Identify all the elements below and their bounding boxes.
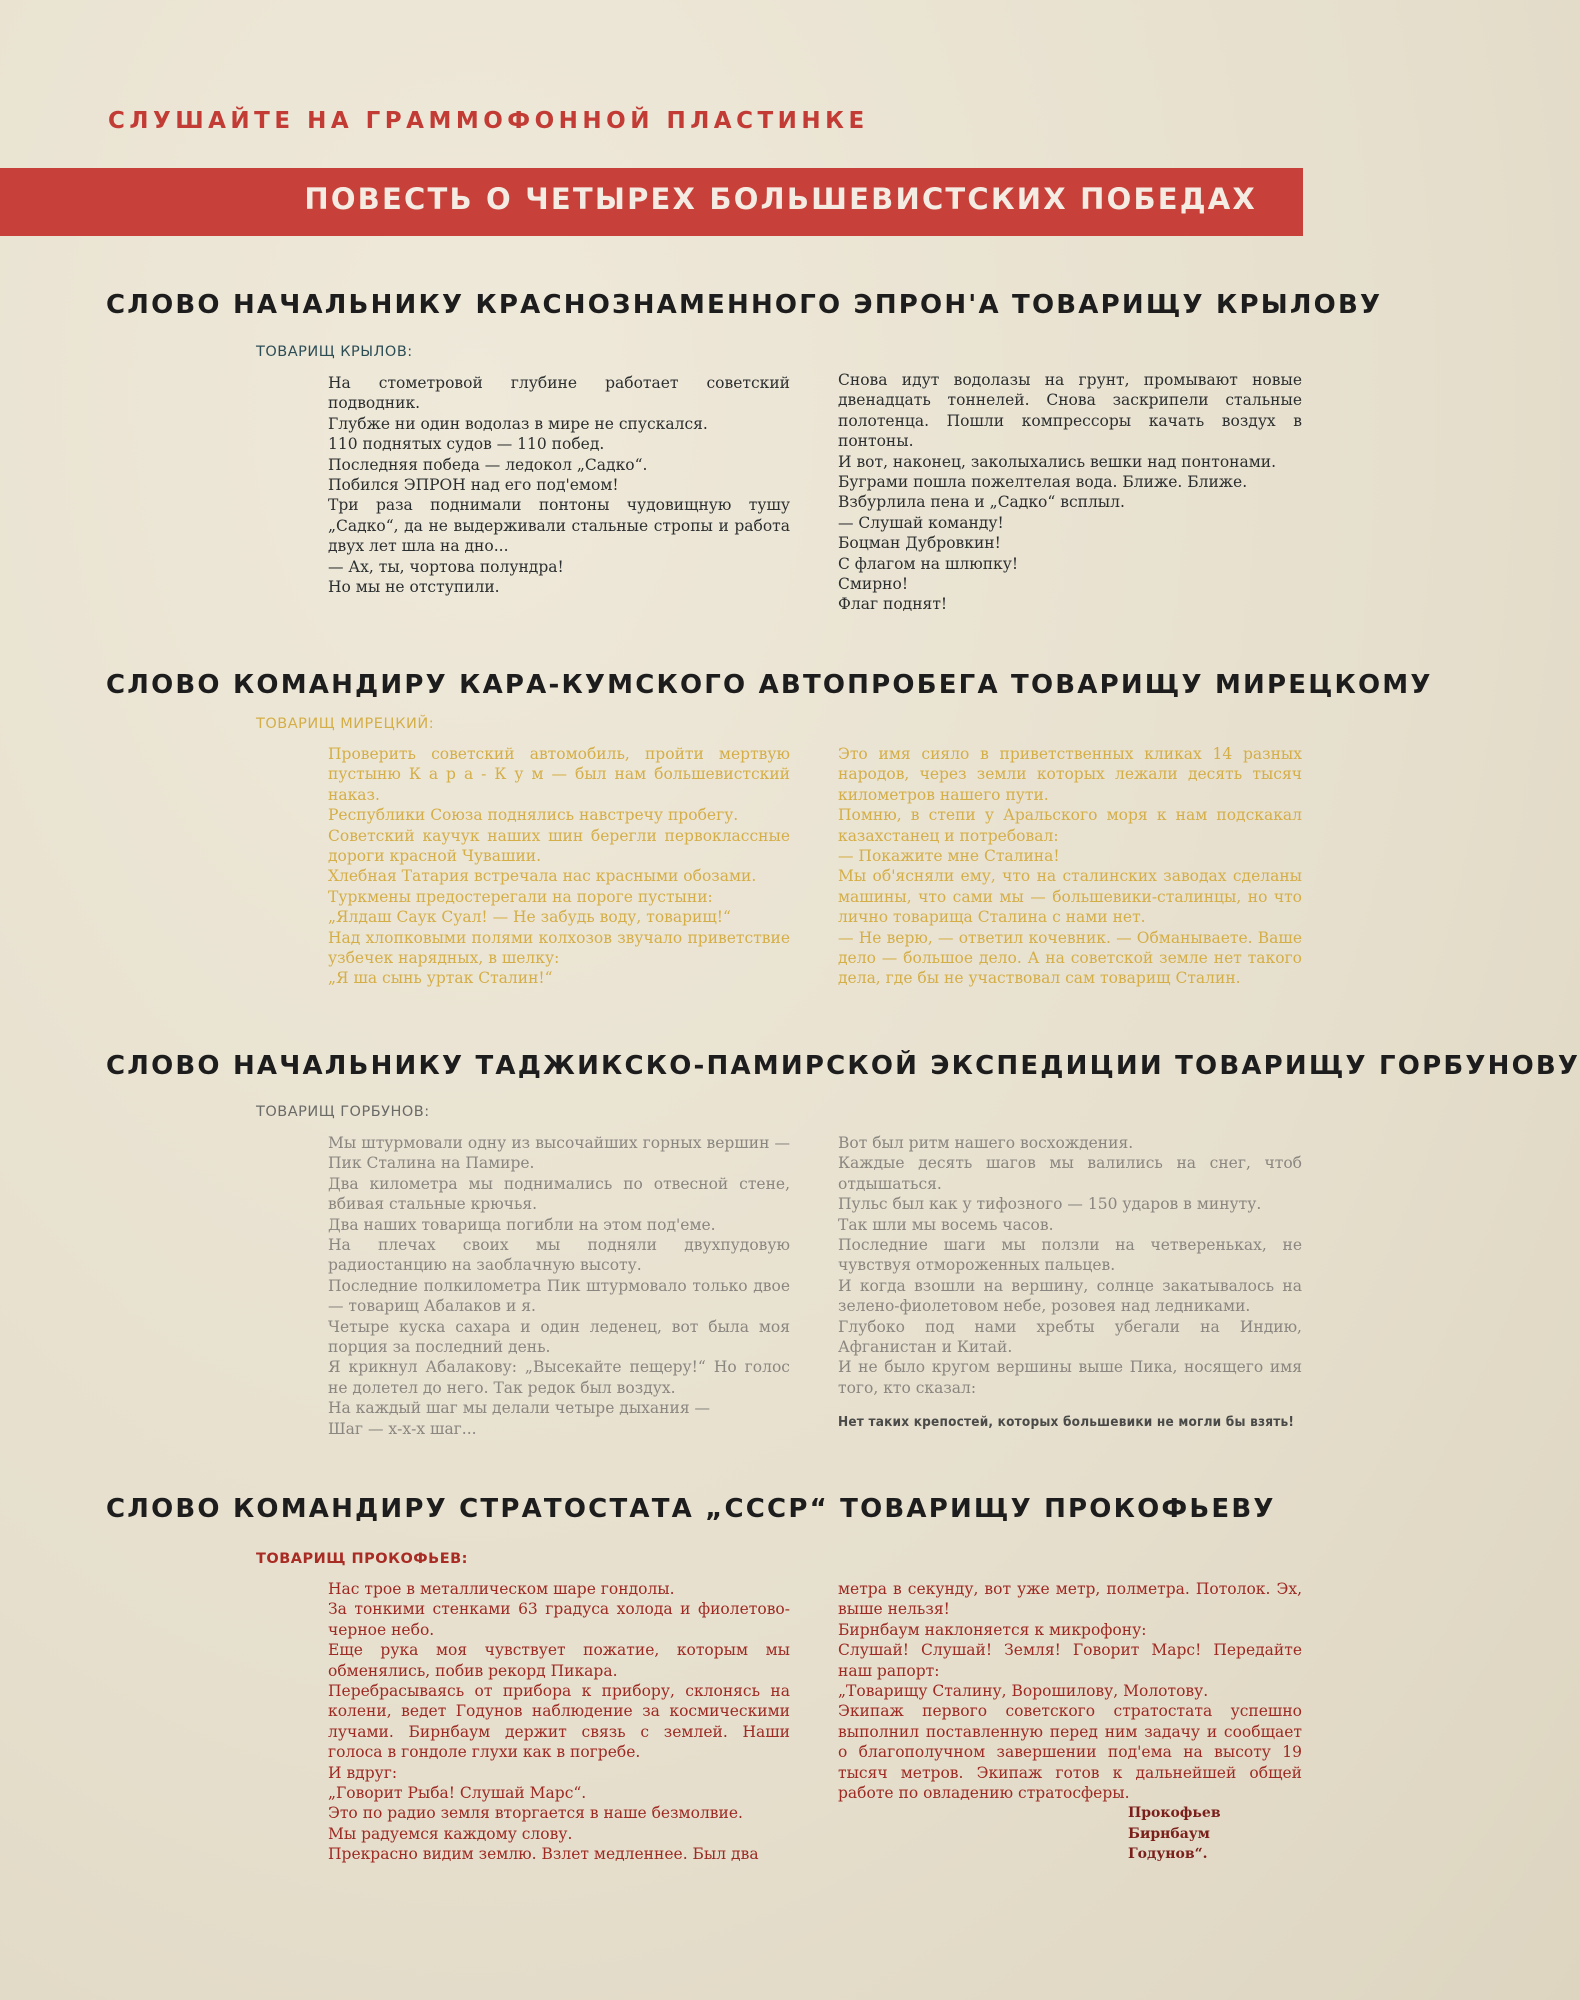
paragraph: 110 поднятых судов — 110 побед. bbox=[328, 435, 605, 454]
text-column-right bbox=[838, 370, 1302, 615]
paragraph: „Ялдаш Саук Суал! — Не забудь воду, товарищ!“ bbox=[328, 908, 731, 927]
paragraph: Это по радио земля вторгается в наше безмолвие. bbox=[328, 1804, 743, 1823]
speaker-label: ТОВАРИЩ ПРОКОФЬЕВ: bbox=[256, 1551, 468, 1567]
paragraph: Мы об'ясняли ему, что на сталинских заводах сделаны машины, что сами мы — большевики-сталинцы, но что лично товарища Сталина с нами нет. bbox=[838, 867, 1302, 927]
paragraph: Шаг — х-х-х шаг... bbox=[328, 1419, 477, 1438]
paragraph: На плечах своих мы подняли двухпудовую радиостанцию на заоблачную высоту. bbox=[328, 1236, 790, 1275]
text-column-left bbox=[328, 744, 790, 989]
text-column-right bbox=[838, 1579, 1302, 1865]
paragraph: „Я ша сынь уртак Сталин!“ bbox=[328, 969, 553, 988]
paragraph: И вот, наконец, заколыхались вешки над понтонами. bbox=[838, 452, 1277, 471]
paragraph: За тонкими стенками 63 градуса холода и фиолетово-черное небо. bbox=[328, 1600, 790, 1639]
paragraph: И вдруг: bbox=[328, 1763, 398, 1782]
text-column-left bbox=[328, 373, 790, 597]
paragraph: Последние шаги мы ползли на четвереньках, не чувствуя отмороженных пальцев. bbox=[838, 1236, 1302, 1275]
paragraph: Боцман Дубровкин! bbox=[838, 534, 1001, 553]
signature-name: Бирнбаум bbox=[1128, 1825, 1210, 1842]
paragraph: — Не верю, — ответил кочевник. — Обманываете. Ваше дело — большое дело. А на советской земле нет такого дела, где бы не участвовал сам товарищ Сталин. bbox=[838, 928, 1302, 988]
record-kicker: СЛУШАЙТЕ НА ГРАММОФОННОЙ ПЛАСТИНКЕ bbox=[108, 108, 869, 134]
paragraph: Мы штурмовали одну из высочайших горных вершин — Пик Сталина на Памире. bbox=[328, 1134, 790, 1173]
paragraph: Четыре куска сахара и один леденец, вот была моя порция за последний день. bbox=[328, 1317, 790, 1357]
paragraph: — Покажите мне Сталина! bbox=[838, 847, 1060, 866]
speaker-label: ТОВАРИЩ ГОРБУНОВ: bbox=[256, 1104, 430, 1120]
paragraph: И когда взошли на вершину, солнце закатывалось на зелено-фиолетовом небе, розовея над ледниками. bbox=[838, 1276, 1302, 1316]
paragraph: Снова идут водолазы на грунт, промывают новые двенадцать тоннелей. Снова заскрипели стальные полотенца. Пошли компрессоры качать воздух в понтоны. bbox=[838, 371, 1302, 451]
paragraph: Пульс был как у тифозного — 150 ударов в минуту. bbox=[838, 1195, 1262, 1214]
paragraph: — Ах, ты, чортова полундра! bbox=[328, 557, 564, 576]
paragraph: Два километра мы поднимались по отвесной стене, вбивая стальные крючья. bbox=[328, 1174, 790, 1214]
paragraph: Но мы не отступили. bbox=[328, 578, 500, 597]
paragraph: Слушай! Слушай! Земля! Говорит Марс! Передайте наш рапорт: bbox=[838, 1641, 1302, 1680]
paragraph: Перебрасываясь от прибора к прибору, склонясь на колени, ведет Годунов наблюдение за космическими лучами. Бирнбаум держит связь с землей. Наши голоса в гондоле глухи как в погребе. bbox=[328, 1682, 790, 1762]
paragraph: Каждые десять шагов мы валились на снег, чтоб отдышаться. bbox=[838, 1154, 1302, 1193]
signature-name: Прокофьев bbox=[1128, 1805, 1221, 1822]
paragraph: Я крикнул Абалакову: „Высекайте пещеру!“ Но голос не долетел до него. Так редок был воздух. bbox=[328, 1358, 790, 1397]
paragraph: — Слушай команду! bbox=[838, 513, 1004, 532]
paragraph: Буграми пошла пожелтелая вода. Ближе. Ближе. bbox=[838, 473, 1248, 492]
paragraph: Экипаж первого советского стратостата успешно выполнил поставленную перед ним задачу и сообщает о благополучном завершении под'ема на высоту 19 тысяч метров. Экипаж готов к дальнейшей общей работе по овладению стратосферы. bbox=[838, 1702, 1302, 1803]
closing-quote: Нет таких крепостей, которых большевики не могли бы взять! bbox=[838, 1414, 1295, 1431]
signature-name: Годунов“. bbox=[1128, 1846, 1208, 1863]
section-title: СЛОВО НАЧАЛЬНИКУ ТАДЖИКСКО-ПАМИРСКОЙ ЭКСПЕДИЦИИ ТОВАРИЩУ ГОРБУНОВУ bbox=[106, 1051, 1580, 1081]
paragraph: Вот был ритм нашего восхождения. bbox=[838, 1134, 1134, 1152]
paragraph: Советский каучук наших шин берегли первоклассные дороги красной Чувашии. bbox=[328, 826, 790, 866]
speaker-label: ТОВАРИЩ МИРЕЦКИЙ: bbox=[256, 716, 435, 732]
paragraph: Бирнбаум наклоняется к микрофону: bbox=[838, 1620, 1147, 1639]
paragraph: Глубоко под нами хребты убегали на Индию, Афганистан и Китай. bbox=[838, 1317, 1302, 1357]
paragraph: Мы радуемся каждому слову. bbox=[328, 1824, 573, 1843]
text-column-right bbox=[838, 1133, 1302, 1433]
paragraph: Прекрасно видим землю. Взлет медленнее. Был два bbox=[328, 1845, 759, 1864]
paragraph: Так шли мы восемь часов. bbox=[838, 1215, 1054, 1234]
page-title: ПОВЕСТЬ О ЧЕТЫРЕХ БОЛЬШЕВИСТСКИХ ПОБЕДАХ bbox=[304, 182, 1257, 216]
paragraph: И не было кругом вершины выше Пика, носящего имя того, кто сказал: bbox=[838, 1358, 1302, 1397]
paragraph: Еще рука моя чувствует пожатие, которым мы обменялись, побив рекорд Пикара. bbox=[328, 1641, 790, 1680]
paragraph: Последняя победа — ледокол „Садко“. bbox=[328, 455, 648, 474]
paragraph: Три раза поднимали понтоны чудовищную тушу „Садко“, да не выдерживали стальные стропы и работа двух лет шла на дно... bbox=[328, 496, 790, 556]
paragraph: Глубже ни один водолаз в мире не спускался. bbox=[328, 414, 708, 433]
paragraph: Помню, в степи у Аральского моря к нам подскакал казахстанец и потребовал: bbox=[838, 806, 1302, 845]
paragraph: Флаг поднят! bbox=[838, 595, 948, 614]
text-column-left bbox=[328, 1133, 790, 1439]
paragraph: Хлебная Татария встречала нас красными обозами. bbox=[328, 867, 757, 886]
paragraph: „Говорит Рыба! Слушай Марс“. bbox=[328, 1784, 587, 1803]
paragraph: Взбурлила пена и „Садко“ всплыл. bbox=[838, 493, 1125, 512]
section-title: СЛОВО НАЧАЛЬНИКУ КРАСНОЗНАМЕННОГО ЭПРОН'А ТОВАРИЩУ КРЫЛОВУ bbox=[106, 290, 1383, 320]
paragraph: „Товарищу Сталину, Ворошилову, Молотову. bbox=[838, 1682, 1209, 1701]
paragraph: Побился ЭПРОН над его под'емом! bbox=[328, 476, 619, 495]
text-column-right bbox=[838, 744, 1302, 989]
paragraph: Нас трое в металлическом шаре гондолы. bbox=[328, 1580, 675, 1598]
signatures bbox=[838, 1803, 1302, 1864]
paragraph: Туркмены предостерегали на пороге пустыни: bbox=[328, 887, 713, 906]
paragraph: С флагом на шлюпку! bbox=[838, 554, 1019, 573]
text-column-left bbox=[328, 1579, 790, 1865]
section-title: СЛОВО КОМАНДИРУ КАРА-КУМСКОГО АВТОПРОБЕГА ТОВАРИЩУ МИРЕЦКОМУ bbox=[106, 670, 1433, 700]
paragraph: Два наших товарища погибли на этом под'еме. bbox=[328, 1215, 716, 1234]
paragraph: На каждый шаг мы делали четыре дыхания — bbox=[328, 1399, 711, 1418]
paragraph: Это имя сияло в приветственных кликах 14 разных народов, через земли которых лежали десять тысяч километров нашего пути. bbox=[838, 745, 1302, 804]
title-banner bbox=[0, 168, 1303, 236]
speaker-label: ТОВАРИЩ КРЫЛОВ: bbox=[256, 344, 413, 360]
paragraph: Республики Союза поднялись навстречу пробегу. bbox=[328, 806, 739, 825]
paragraph: Над хлопковыми полями колхозов звучало приветствие узбечек нарядных, в шелку: bbox=[328, 928, 790, 968]
paragraph: Смирно! bbox=[838, 575, 909, 594]
paragraph: Проверить советский автомобиль, пройти мертвую пустыню К а р а - К у м — был нам большевистский наказ. bbox=[328, 745, 790, 804]
paragraph: Последние полкилометра Пик штурмовало только двое — товарищ Абалаков и я. bbox=[328, 1276, 790, 1316]
paragraph: метра в секунду, вот уже метр, полметра. Потолок. Эх, выше нельзя! bbox=[838, 1580, 1302, 1619]
section-title: СЛОВО КОМАНДИРУ СТРАТОСТАТА „СССР“ ТОВАРИЩУ ПРОКОФЬЕВУ bbox=[106, 1494, 1276, 1524]
paragraph: На стометровой глубине работает советский подводник. bbox=[328, 374, 790, 413]
